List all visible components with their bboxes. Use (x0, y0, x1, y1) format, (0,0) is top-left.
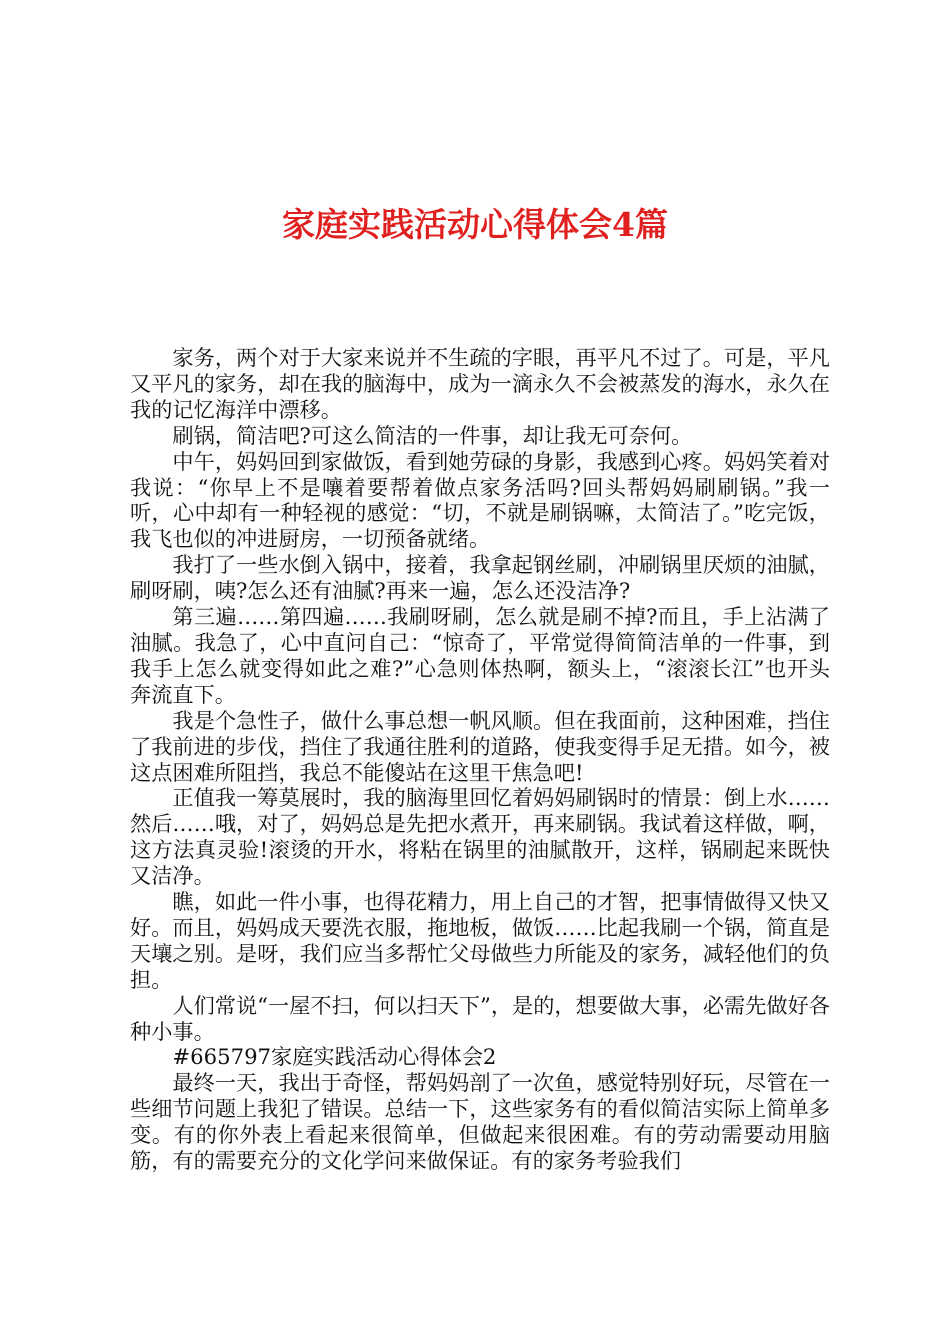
paragraph: 人们常说“一屋不扫，何以扫天下”，是的，想要做大事，必需先做好各种小事。 (130, 992, 830, 1044)
document-body (130, 345, 830, 1174)
paragraph: 正值我一筹莫展时，我的脑海里回忆着妈妈刷锅时的情景：倒上水……然后……哦，对了，妈妈总是先把水煮开，再来刷锅。我试着这样做，啊，这方法真灵验!滚烫的开水，将粘在锅里的油腻散开，这样，锅刷起来既快又洁净。 (130, 785, 830, 889)
paragraph: 第三遍……第四遍……我刷呀刷，怎么就是刷不掉?而且，手上沾满了油腻。我急了，心中直问自己：“惊奇了，平常觉得简简洁单的一件事，到我手上怎么就变得如此之难?”心急则体热啊，额头上，“滚滚长江”也开头奔流直下。 (130, 604, 830, 707)
section-heading: #665797家庭实践活动心得体会2 (172, 1044, 497, 1070)
paragraph: 瞧，如此一件小事，也得花精力，用上自己的才智，把事情做得又快又好。而且，妈妈成天要洗衣服，拖地板，做饭……比起我刷一个锅，简直是天壤之别。是呀，我们应当多帮忙父母做些力所能及的家务，减轻他们的负担。 (130, 889, 830, 992)
paragraph: 刷锅，简洁吧?可这么简洁的一件事，却让我无可奈何。 (172, 422, 693, 448)
paragraph: 我是个急性子，做什么事总想一帆风顺。但在我面前，这种困难，挡住了我前进的步伐，挡住了我通往胜利的道路，使我变得手足无措。如今，被这点困难所阻挡，我总不能傻站在这里干焦急吧! (130, 707, 830, 785)
paragraph: 我打了一些水倒入锅中，接着，我拿起钢丝刷，冲刷锅里厌烦的油腻，刷呀刷，咦?怎么还有油腻?再来一遍，怎么还没洁净? (130, 552, 830, 604)
document-title: 家庭实践活动心得体会4篇 (282, 205, 668, 244)
paragraph: 家务，两个对于大家来说并不生疏的字眼，再平凡不过了。可是，平凡又平凡的家务，却在我的脑海中，成为一滴永久不会被蒸发的海水，永久在我的记忆海洋中漂移。 (130, 345, 830, 422)
paragraph: 最终一天，我出于奇怪，帮妈妈剖了一次鱼，感觉特别好玩，尽管在一些细节问题上我犯了错误。总结一下，这些家务有的看似简洁实际上简单多变。有的你外表上看起来很简单，但做起来很困难。有的劳动需要动用脑筋，有的需要充分的文化学问来做保证。有的家务考验我们 (130, 1070, 830, 1174)
paragraph: 中午，妈妈回到家做饭，看到她劳碌的身影，我感到心疼。妈妈笑着对我说：“你早上不是嚷着要帮着做点家务活吗?回头帮妈妈刷刷锅。”我一听，心中却有一种轻视的感觉：“切，不就是刷锅嘛，太简洁了。”吃完饭，我飞也似的冲进厨房，一切预备就绪。 (130, 448, 830, 552)
